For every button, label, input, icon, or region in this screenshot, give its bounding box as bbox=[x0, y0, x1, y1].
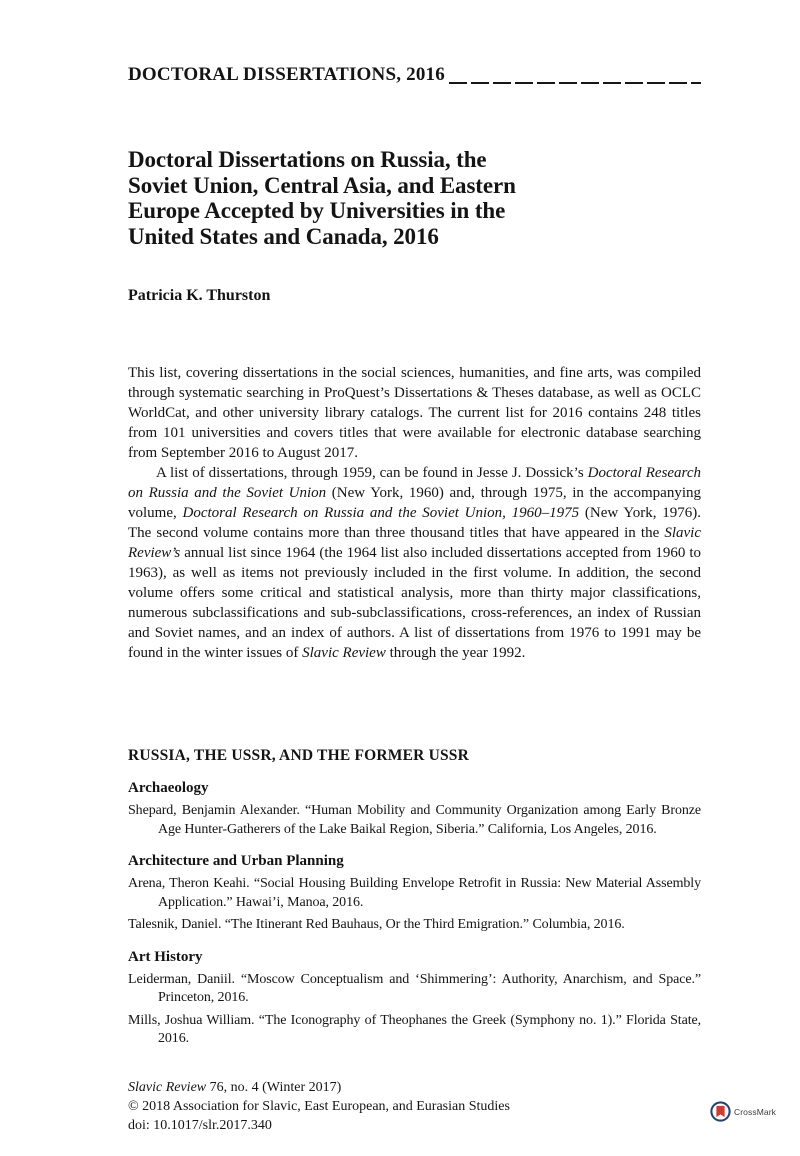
category-block-architecture bbox=[128, 852, 701, 935]
category-title: Architecture and Urban Planning bbox=[128, 853, 344, 869]
journal-citation bbox=[128, 1078, 688, 1097]
dissertation-listing bbox=[128, 746, 701, 1049]
page-footer bbox=[128, 1078, 688, 1135]
title-line: United States and Canada, 2016 bbox=[128, 223, 439, 249]
journal-name: Slavic Review bbox=[128, 1080, 207, 1095]
dissertation-entry: Arena, Theron Keahi. “Social Housing Building Envelope Retrofit in Russia: New Material Assembly Application.” Hawai’i, Manoa, 2016. bbox=[128, 876, 701, 910]
crossmark-label: CrossMark bbox=[734, 1106, 776, 1117]
text-segment: through the year 1992. bbox=[385, 645, 526, 661]
category-block-archaeology bbox=[128, 779, 701, 839]
running-head: DOCTORAL DISSERTATIONS, 2016 bbox=[128, 64, 445, 85]
author-name: Patricia K. Thurston bbox=[128, 287, 271, 304]
category-title: Archaeology bbox=[128, 780, 209, 796]
journal-issue: 76, no. 4 (Winter 2017) bbox=[206, 1080, 342, 1095]
text-segment: (New York, 1960) and, through 1975, in the accompanying volume, bbox=[128, 485, 701, 521]
journal-name: Slavic Review bbox=[302, 645, 386, 661]
text-segment: A list of dissertations, through 1959, can be found in Jesse J. Dossick’s bbox=[156, 465, 588, 481]
section-heading: RUSSIA, THE USSR, AND THE FORMER USSR bbox=[128, 747, 470, 764]
category-block-art-history bbox=[128, 948, 701, 1049]
dissertation-entry: Mills, Joshua William. “The Iconography of Theophanes the Greek (Symphony no. 1).” Florida State, 2016. bbox=[128, 1012, 701, 1046]
text-segment: annual list since 1964 (the 1964 list also included dissertations accepted from 1960 to 1963), as well as items not previously included in the first volume. In addition, the second volume offers some critical and statistical analysis, more than thirty major classifications, numerous subclassifications and sub-subclassifications, cross-references, an index of Russian and Soviet names, and an index of authors. A list of dissertations from 1976 to 1991 may be found in the winter issues of bbox=[128, 545, 701, 661]
book-title: Doctoral Research on Russia and the Soviet Union, 1960–1975 bbox=[182, 505, 580, 521]
article-content bbox=[128, 0, 701, 663]
running-head-rule bbox=[449, 82, 701, 84]
intro-paragraph-1: This list, covering dissertations in the social sciences, humanities, and fine arts, was compiled through systematic searching in ProQuest’s Dissertations & Theses database, as well as OCLC WorldCat, and other university library catalogs. The current list for 2016 contains 248 titles from 101 universities and covers titles that were available for electronic database searching from September 2016 to August 2017. bbox=[128, 365, 701, 461]
title-line: Doctoral Dissertations on Russia, the bbox=[128, 147, 487, 172]
dissertation-entry: Talesnik, Daniel. “The Itinerant Red Bauhaus, Or the Third Emigration.” Columbia, 2016. bbox=[128, 917, 625, 932]
text-segment: (New York, 1976). The second volume contains more than three thousand titles that have appeared in the bbox=[128, 505, 701, 541]
category-title: Art History bbox=[128, 948, 203, 965]
article-title bbox=[128, 147, 701, 249]
crossmark-button[interactable] bbox=[710, 1101, 776, 1122]
dissertation-entry: Leiderman, Daniil. “Moscow Conceptualism and ‘Shimmering’: Authority, Anarchism, and Space.” Princeton, 2016. bbox=[128, 971, 701, 1005]
intro-paragraph-2 bbox=[128, 463, 701, 663]
book-title: Doctoral Research on Russia and the Soviet Union bbox=[128, 465, 701, 501]
doi-line: doi: 10.1017/slr.2017.340 bbox=[128, 1118, 272, 1133]
running-head-row bbox=[128, 63, 701, 87]
crossmark-icon bbox=[710, 1101, 731, 1122]
dissertation-entry: Shepard, Benjamin Alexander. “Human Mobility and Community Organization among Early Bronze Age Hunter-Gatherers of the Lake Baikal Region, Siberia.” California, Los Angeles, 2016. bbox=[128, 803, 701, 837]
title-line: Soviet Union, Central Asia, and Eastern bbox=[128, 172, 516, 198]
title-line: Europe Accepted by Universities in the bbox=[128, 198, 506, 223]
journal-name: Slavic Review’s bbox=[128, 525, 701, 561]
copyright-line: © 2018 Association for Slavic, East European, and Eurasian Studies bbox=[128, 1099, 510, 1114]
